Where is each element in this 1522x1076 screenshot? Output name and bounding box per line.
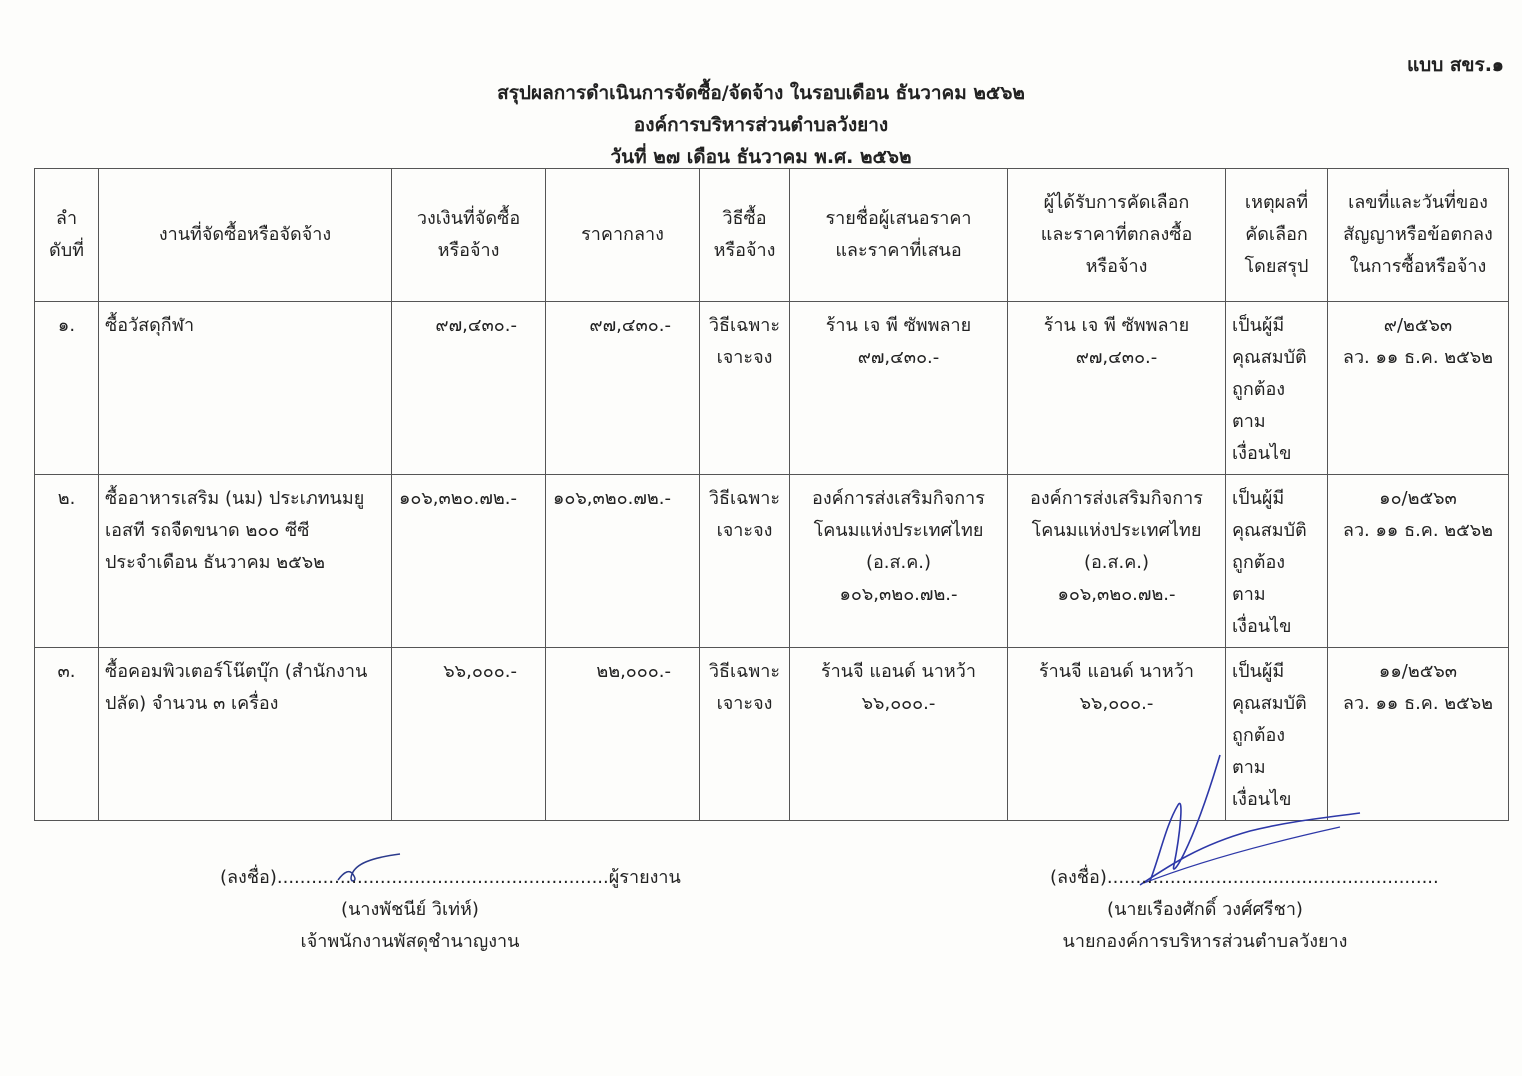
row-bidders	[790, 648, 1008, 821]
header-median-price	[546, 169, 700, 302]
text-line: คุณสมบัติ	[1232, 347, 1307, 368]
text-line: ถูกต้อง	[1232, 379, 1286, 400]
text-line: ลว. ๑๑ ธ.ค. ๒๕๖๒	[1342, 693, 1494, 714]
header-item	[99, 169, 392, 302]
text-line: ร้าน เจ พี ซัพพลาย	[825, 315, 972, 336]
text-line: (อ.ส.ค.)	[1083, 552, 1150, 573]
text-line: วิธีเฉพาะ	[708, 661, 781, 682]
header-method	[700, 169, 790, 302]
row-item	[99, 648, 392, 821]
text-line: ๙๗,๔๓๐.-	[1075, 347, 1158, 368]
row-median-price: ๒๒,๐๐๐.-	[546, 648, 700, 821]
text-line: ถูกต้อง	[1232, 552, 1286, 573]
header-budget	[392, 169, 546, 302]
text-line: เอสที รถจืดขนาด ๒๐๐ ซีซี	[105, 520, 310, 541]
row-reason	[1226, 648, 1328, 821]
document-title: สรุปผลการดำเนินการจัดซื้อ/จัดจ้าง ในรอบเดือน ธันวาคม ๒๕๖๒	[497, 82, 1025, 104]
header-bidders	[790, 169, 1008, 302]
organization-name: องค์การบริหารส่วนตำบลวังยาง	[633, 114, 889, 136]
text-line: วิธีซื้อ	[722, 208, 767, 229]
text-line: ผู้ได้รับการคัดเลือก	[1043, 192, 1190, 213]
document-date: วันที่ ๒๗ เดือน ธันวาคม พ.ศ. ๒๕๖๒	[610, 146, 912, 168]
text-line: ซื้อคอมพิวเตอร์โน๊ตบุ๊ก (สำนักงาน	[105, 661, 368, 682]
text-line: ซื้ออาหารเสริม (นม) ประเภทนมยู	[105, 488, 365, 509]
text-line: โคนมแห่งประเทศไทย	[1031, 520, 1202, 541]
row-median-price: ๙๗,๔๓๐.-	[546, 302, 700, 475]
text-line: ร้านจี แอนด์ นาหว้า	[821, 661, 976, 682]
row-contract	[1328, 302, 1509, 475]
text-line: เหตุผลที่	[1244, 192, 1309, 213]
text-line: เจาะจง	[716, 693, 773, 714]
row-contract	[1328, 475, 1509, 648]
row-item	[99, 475, 392, 648]
text-line: ดับที่	[49, 240, 84, 261]
header-contract	[1328, 169, 1509, 302]
text-line: ร้านจี แอนด์ นาหว้า	[1039, 661, 1194, 682]
text-line: เลขที่และวันที่ของ	[1348, 192, 1488, 213]
text-line: เป็นผู้มี	[1232, 661, 1285, 682]
text-line: ๑๑/๒๕๖๓	[1378, 661, 1458, 682]
text-line: องค์การส่งเสริมกิจการ	[1030, 488, 1203, 509]
table-row	[35, 648, 1509, 821]
signer-name: (นายเรืองศักดิ์ วงศ์ศรีชา)	[1107, 899, 1303, 920]
form-code: แบบ สขร.๑	[1406, 54, 1504, 76]
row-budget: ๑๐๖,๓๒๐.๗๒.-	[392, 475, 546, 648]
text-line: เป็นผู้มี	[1232, 315, 1285, 336]
signature-line: (ลงชื่อ)..........................................................	[1050, 867, 1439, 888]
text-line: สัญญาหรือข้อตกลง	[1343, 224, 1493, 245]
table-row	[35, 475, 1509, 648]
row-no: ๓.	[35, 648, 99, 821]
row-selected	[1008, 648, 1226, 821]
row-contract	[1328, 648, 1509, 821]
text-line: หรือจ้าง	[437, 240, 500, 261]
text-line: ซื้อวัสดุกีฬา	[105, 315, 195, 336]
row-no: ๒.	[35, 475, 99, 648]
text-line: คุณสมบัติ	[1232, 693, 1307, 714]
text-line: คุณสมบัติ	[1232, 520, 1307, 541]
text-line: เงื่อนไข	[1232, 443, 1292, 464]
text-line: ๑๐๖,๓๒๐.๗๒.-	[839, 584, 958, 605]
signer-position: นายกองค์การบริหารส่วนตำบลวังยาง	[1062, 931, 1348, 952]
text-line: ร้าน เจ พี ซัพพลาย	[1043, 315, 1190, 336]
row-reason	[1226, 302, 1328, 475]
text-line: หรือจ้าง	[1085, 256, 1148, 277]
text-line: ประจำเดือน ธันวาคม ๒๕๖๒	[105, 552, 326, 573]
row-selected	[1008, 302, 1226, 475]
text-line: ตาม	[1232, 757, 1266, 778]
text-line: ๖๖,๐๐๐.-	[861, 693, 936, 714]
row-median-price: ๑๐๖,๓๒๐.๗๒.-	[546, 475, 700, 648]
text-line: องค์การส่งเสริมกิจการ	[812, 488, 985, 509]
row-method	[700, 475, 790, 648]
text-line: ตาม	[1232, 584, 1266, 605]
row-method	[700, 648, 790, 821]
row-item	[99, 302, 392, 475]
text-line: ลว. ๑๑ ธ.ค. ๒๕๖๒	[1342, 347, 1494, 368]
text-line: ราคากลาง	[581, 224, 664, 245]
text-line: คัดเลือก	[1245, 224, 1308, 245]
signature-line: (ลงชื่อ)..........................................................ผู้รายงาน	[220, 867, 681, 888]
text-line: ปลัด) จำนวน ๓ เครื่อง	[105, 693, 279, 714]
row-no: ๑.	[35, 302, 99, 475]
header-reason	[1226, 169, 1328, 302]
text-line: ในการซื้อหรือจ้าง	[1349, 256, 1487, 277]
text-line: และราคาที่ตกลงซื้อ	[1040, 224, 1193, 245]
signer-position: เจ้าพนักงานพัสดุชำนาญงาน	[300, 931, 520, 952]
signer-name: (นางพัชนีย์ วิเท่ห์)	[341, 899, 479, 920]
text-line: เงื่อนไข	[1232, 789, 1292, 810]
text-line: วิธีเฉพาะ	[708, 315, 781, 336]
row-selected	[1008, 475, 1226, 648]
text-line: รายชื่อผู้เสนอราคา	[825, 208, 972, 229]
text-line: ลว. ๑๑ ธ.ค. ๒๕๖๒	[1342, 520, 1494, 541]
text-line: เงื่อนไข	[1232, 616, 1292, 637]
text-line: (อ.ส.ค.)	[865, 552, 932, 573]
text-line: หรือจ้าง	[713, 240, 776, 261]
procurement-table	[34, 168, 1509, 821]
text-line: ๙/๒๕๖๓	[1383, 315, 1453, 336]
text-line: ๖๖,๐๐๐.-	[1079, 693, 1154, 714]
text-line: เจาะจง	[716, 520, 773, 541]
text-line: วงเงินที่จัดซื้อ	[416, 208, 521, 229]
row-reason	[1226, 475, 1328, 648]
text-line: เป็นผู้มี	[1232, 488, 1285, 509]
text-line: เจาะจง	[716, 347, 773, 368]
row-budget: ๙๗,๔๓๐.-	[392, 302, 546, 475]
text-line: ตาม	[1232, 411, 1266, 432]
row-method	[700, 302, 790, 475]
row-bidders	[790, 302, 1008, 475]
text-line: โดยสรุป	[1244, 256, 1309, 277]
approver-signature	[1050, 862, 1439, 958]
table-row	[35, 302, 1509, 475]
text-line: ๙๗,๔๓๐.-	[857, 347, 940, 368]
text-line: ถูกต้อง	[1232, 725, 1286, 746]
text-line: ๑๐๖,๓๒๐.๗๒.-	[1057, 584, 1176, 605]
header-no	[35, 169, 99, 302]
row-bidders	[790, 475, 1008, 648]
text-line: โคนมแห่งประเทศไทย	[813, 520, 984, 541]
text-line: ๑๐/๒๕๖๓	[1379, 488, 1457, 509]
text-line: ลำ	[55, 208, 78, 229]
text-line: งานที่จัดซื้อหรือจัดจ้าง	[158, 224, 332, 245]
table-header-row	[35, 169, 1509, 302]
reporter-signature	[220, 862, 681, 958]
header-selected	[1008, 169, 1226, 302]
row-budget: ๖๖,๐๐๐.-	[392, 648, 546, 821]
text-line: และราคาที่เสนอ	[835, 240, 962, 261]
text-line: วิธีเฉพาะ	[708, 488, 781, 509]
